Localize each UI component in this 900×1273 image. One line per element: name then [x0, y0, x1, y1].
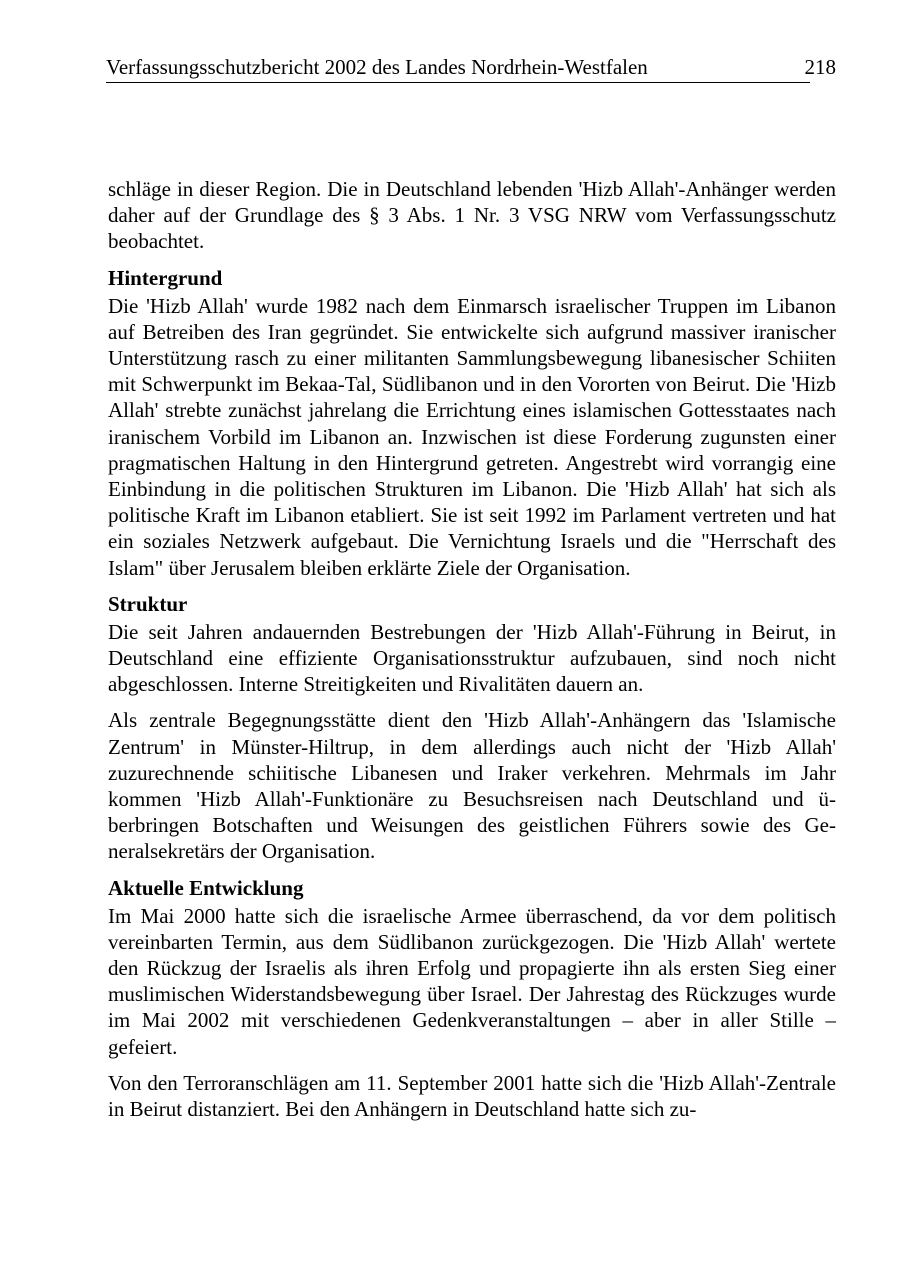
running-title: Verfassungsschutzbericht 2002 des Landes Nordrhein-Westfalen — [106, 55, 648, 79]
section-struktur — [108, 591, 836, 865]
paragraph: Von den Terroranschlägen am 11. September 2001 hatte sich die 'Hizb Allah'-Zentrale in Beirut distanziert. Bei den Anhängern in Deutschland hatte sich zu- — [108, 1070, 836, 1122]
section-hintergrund — [108, 265, 836, 581]
document-body — [108, 176, 836, 1132]
section-aktuelle-entwicklung — [108, 875, 836, 1123]
intro-paragraph: schläge in dieser Region. Die in Deutschland lebenden 'Hizb Allah'-Anhänger werden daher auf der Grundlage des § 3 Abs. 1 Nr. 3 VSG NRW vom Verfassungsschutz beobachtet. — [108, 177, 836, 254]
paragraph: Als zentrale Begegnungsstätte dient den 'Hizb Allah'-Anhängern das 'Islamische Zentrum' in Münster-Hiltrup, in dem allerdings auch nicht der 'Hizb Allah' zuzurechnende schiitische Libanesen und Iraker verkehren. Mehrmals im Jahr kommen 'Hizb Allah'-Funktionäre zu Besuchsreisen nach Deutschland und überbringen Botschaften und Weisungen des geistlichen Führers sowie des Generalsekretärs der Organisation. — [108, 708, 836, 864]
paragraph: Die 'Hizb Allah' wurde 1982 nach dem Einmarsch israelischer Truppen im Libanon auf Betreiben des Iran gegründet. Sie entwickelte sich aufgrund massiver iranischer Unterstützung rasch zu einer militanten Sammlungsbewegung libanesischer Schiiten mit Schwerpunkt im Bekaa-Tal, Südlibanon und in den Vororten von Beirut. Die 'Hizb Allah' strebte zunächst jahrelang die Errichtung eines islamischen Gottesstaates nach iranischem Vorbild im Libanon an. Inzwischen ist diese Forderung zugunsten einer pragmatischen Haltung in den Hintergrund getreten. Angestrebt wird vorrangig eine Einbindung in die politischen Strukturen im Libanon. Die 'Hizb Allah' hat sich als politische Kraft im Libanon etabliert. Sie ist seit 1992 im Parlament vertreten und hat ein soziales Netzwerk aufgebaut. Die Vernichtung Israels und die "Herrschaft des Islam" über Jerusalem bleiben erklärte Ziele der Organisation. — [108, 293, 836, 580]
page-number: 218 — [804, 55, 836, 79]
paragraph: Im Mai 2000 hatte sich die israelische Armee überraschend, da vor dem politisch vereinbarten Termin, aus dem Südlibanon zurückgezogen. Die 'Hizb Allah' wertete den Rückzug der Israelis als ihren Erfolg und propagierte ihn als ersten Sieg einer muslimischen Widerstandsbewegung über Israel. Der Jahrestag des Rückzuges wurde im Mai 2002 mit verschiedenen Gedenkveranstaltungen – aber in aller Stille – gefeiert. — [108, 903, 836, 1059]
paragraph: Die seit Jahren andauernden Bestrebungen der 'Hizb Allah'-Führung in Beirut, in Deutschland eine effiziente Organisationsstruktur aufzubauen, sind noch nicht abgeschlossen. Interne Streitigkeiten und Rivalitäten dauern an. — [108, 619, 836, 697]
page-header — [106, 54, 836, 83]
section-heading-hintergrund: Hintergrund — [108, 265, 223, 290]
section-heading-aktuelle-entwicklung: Aktuelle Entwicklung — [108, 875, 304, 900]
section-heading-struktur: Struktur — [108, 591, 188, 616]
